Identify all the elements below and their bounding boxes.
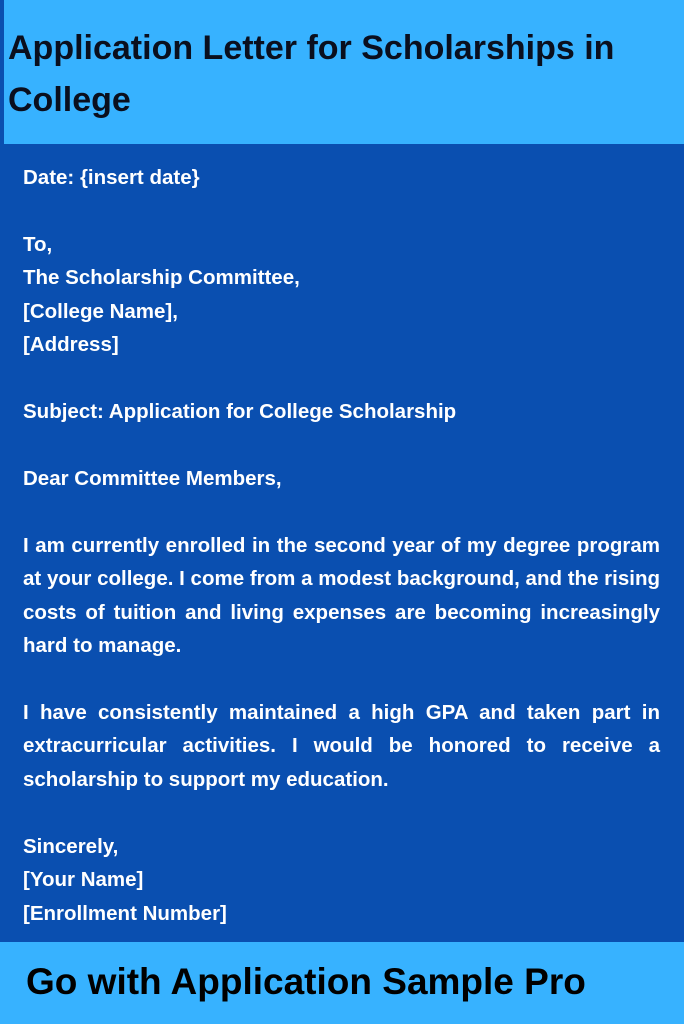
letter-subject: Subject: Application for College Scholarship [23,400,457,423]
recipient-line-3: [Address] [23,333,119,356]
closing-sign-off: Sincerely, [23,835,119,858]
page-title: Application Letter for Scholarships in College [8,29,615,119]
letter-salutation: Dear Committee Members, [23,467,282,490]
recipient-to: To, [23,233,53,256]
letter-paragraph-1: I am currently enrolled in the second year of my degree program at your college. I come from a modest background, and the rising costs of tuition and living expenses are becoming increasingly hard to manage. [23,534,660,658]
recipient-line-1: The Scholarship Committee, [23,266,300,289]
closing-name: [Your Name] [23,868,144,891]
letter-date: Date: {insert date} [23,166,200,189]
closing-enrollment-number: [Enrollment Number] [23,902,227,925]
footer-text: Go with Application Sample Pro [26,961,586,1002]
recipient-line-2: [College Name], [23,300,178,323]
letter-paragraph-2: I have consistently maintained a high GPA and taken part in extracurricular activities. I would be honored to receive a scholarship to support my education. [23,701,660,791]
footer-banner [0,942,684,1024]
letter-body [0,144,684,942]
header-banner [0,0,684,144]
